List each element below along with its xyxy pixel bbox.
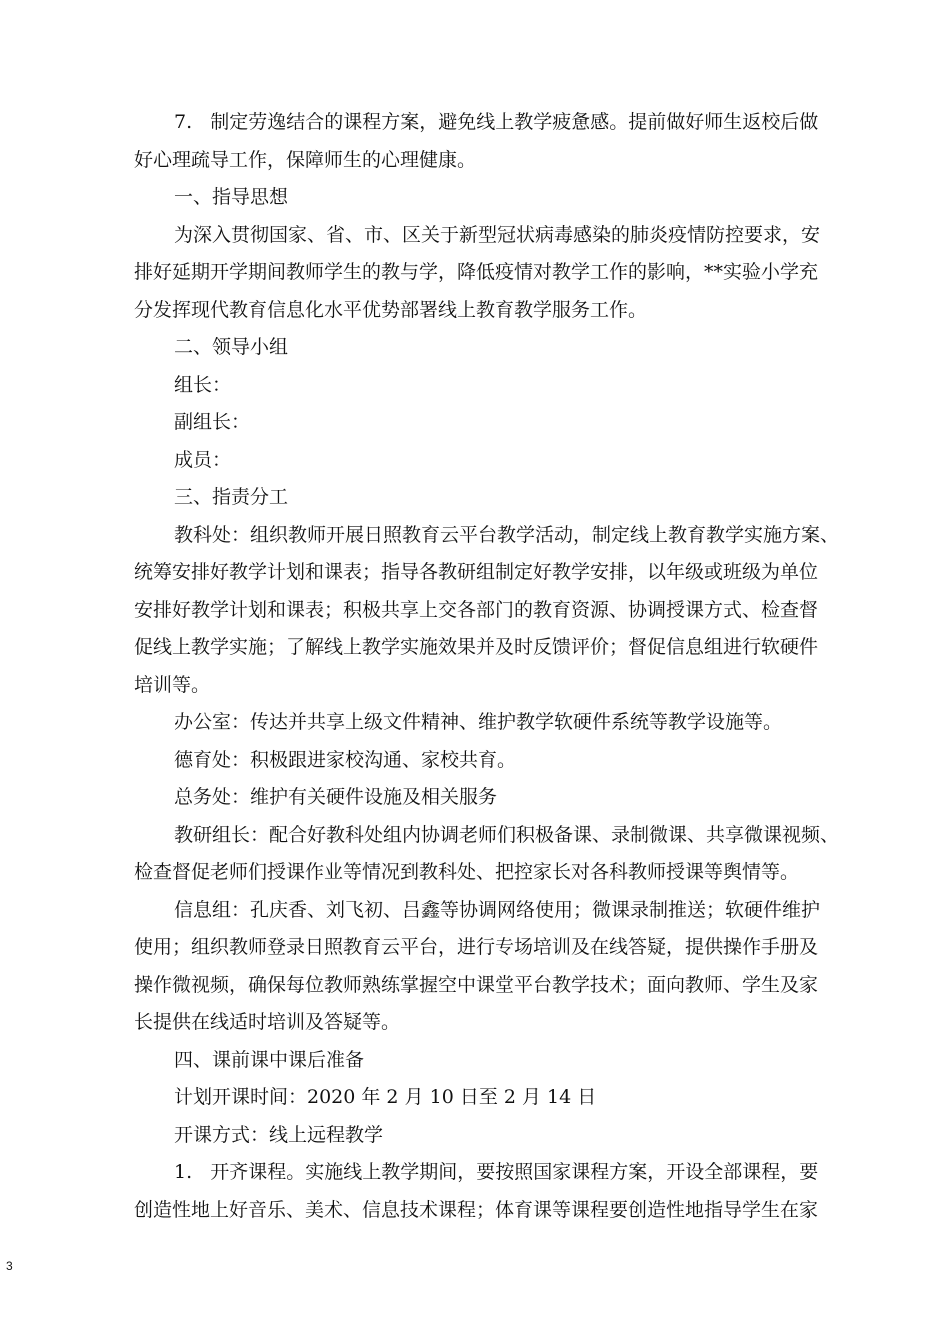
paragraph-line: 检查督促老师们授课作业等情况到教科处、把控家长对各科教师授课等舆情等。: [134, 861, 800, 883]
section-heading: 二、领导小组: [174, 336, 289, 358]
paragraph-line: 开课方式：线上远程教学: [174, 1123, 384, 1146]
paragraph-line: 好心理疏导工作，保障师生的心理健康。: [134, 148, 477, 171]
paragraph-line: 教研组长：配合好教科处组内协调老师们积极备课、录制微课、共享微课视频、: [174, 823, 840, 846]
document-body: [134, 104, 840, 1229]
paragraph-line: 操作微视频，确保每位教师熟练掌握空中课堂平台教学技术；面向教师、学生及家: [134, 973, 819, 996]
paragraph-line: 安排好教学计划和课表；积极共享上交各部门的教育资源、协调授课方式、检查督: [134, 598, 819, 621]
paragraph-line: 副组长：: [174, 411, 251, 433]
paragraph-line: 成员：: [174, 448, 232, 471]
paragraph-line: 长提供在线适时培训及答疑等。: [134, 1011, 401, 1033]
paragraph-line: 信息组：孔庆香、刘飞初、吕鑫等协调网络使用；微课录制推送；软硬件维护: [174, 898, 821, 921]
paragraph-line: 德育处：积极跟进家校沟通、家校共育。: [174, 748, 517, 771]
paragraph-line: 计划开课时间：2020 年 2 月 10 日至 2 月 14 日: [174, 1086, 597, 1108]
paragraph-line: 办公室：传达并共享上级文件精神、维护教学软硬件系统等教学设施等。: [174, 711, 783, 733]
paragraph-line: 7. 制定劳逸结合的课程方案，避免线上教学疲惫感。提前做好师生返校后做: [174, 111, 819, 133]
section-heading: 一、指导思想: [174, 186, 289, 208]
paragraph-line: 组长：: [174, 373, 232, 396]
paragraph-line: 排好延期开学期间教师学生的教与学，降低疫情对教学工作的影响，**实验小学充: [134, 261, 819, 283]
section-heading: 三、指责分工: [174, 486, 289, 508]
paragraph-line: 统筹安排好教学计划和课表；指导各教研组制定好教学安排，以年级或班级为单位: [134, 561, 819, 583]
paragraph-line: 创造性地上好音乐、美术、信息技术课程；体育课等课程要创造性地指导学生在家: [134, 1198, 819, 1221]
paragraph-line: 为深入贯彻国家、省、市、区关于新型冠状病毒感染的肺炎疫情防控要求，安: [174, 223, 821, 246]
page-number: 3: [6, 1259, 13, 1273]
paragraph-line: 培训等。: [134, 673, 211, 696]
paragraph-line: 总务处：维护有关硬件设施及相关服务: [174, 786, 498, 808]
paragraph-line: 教科处：组织教师开展日照教育云平台教学活动，制定线上教育教学实施方案、: [174, 523, 840, 546]
paragraph-line: 分发挥现代教育信息化水平优势部署线上教育教学服务工作。: [134, 298, 648, 321]
paragraph-line: 1. 开齐课程。实施线上教学期间，要按照国家课程方案，开设全部课程，要: [174, 1161, 819, 1183]
paragraph-line: 使用；组织教师登录日照教育云平台，进行专场培训及在线答疑，提供操作手册及: [134, 936, 819, 958]
paragraph-line: 促线上教学实施；了解线上教学实施效果并及时反馈评价；督促信息组进行软硬件: [134, 636, 819, 658]
section-heading: 四、课前课中课后准备: [174, 1048, 365, 1071]
